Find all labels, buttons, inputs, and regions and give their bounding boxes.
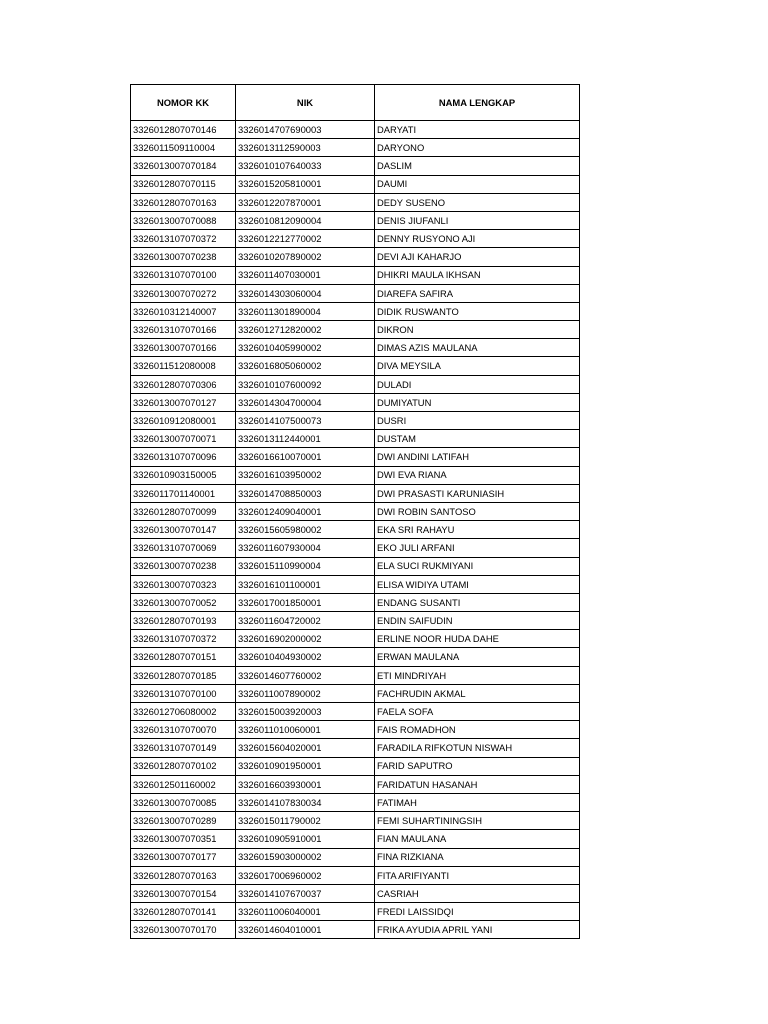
nama-lengkap-cell: FARADILA RIFKOTUN NISWAH [375,739,580,757]
nomor-kk-cell: 3326013007070147 [131,521,236,539]
nomor-kk-cell: 3326012807070193 [131,612,236,630]
nomor-kk-cell: 3326013107070372 [131,630,236,648]
nama-lengkap-cell: DHIKRI MAULA IKHSAN [375,266,580,284]
table-row [131,430,580,448]
nama-lengkap-cell: EKO JULI ARFANI [375,539,580,557]
nik-cell: 3326012712820002 [236,321,375,339]
nomor-kk-cell: 3326012807070306 [131,375,236,393]
nomor-kk-cell: 3326013007070088 [131,211,236,229]
nama-lengkap-cell: DAUMI [375,175,580,193]
nomor-kk-cell: 3326013007070127 [131,393,236,411]
nomor-kk-cell: 3326012501160002 [131,775,236,793]
nik-cell: 3326010107640033 [236,157,375,175]
nomor-kk-cell: 3326013007070289 [131,812,236,830]
nomor-kk-cell: 3326012807070099 [131,502,236,520]
column-header-nomor-kk: NOMOR KK [131,85,236,121]
nik-cell: 3326017006960002 [236,866,375,884]
table-row [131,448,580,466]
nik-cell: 3326015604020001 [236,739,375,757]
table-row [131,157,580,175]
nik-cell: 3326014107500073 [236,412,375,430]
nama-lengkap-cell: DIMAS AZIS MAULANA [375,339,580,357]
table-row [131,757,580,775]
nama-lengkap-cell: DIDIK RUSWANTO [375,302,580,320]
nama-lengkap-cell: DARYONO [375,139,580,157]
nik-cell: 3326014707690003 [236,121,375,139]
table-row [131,830,580,848]
nama-lengkap-cell: DULADI [375,375,580,393]
nama-lengkap-cell: DUSTAM [375,430,580,448]
nik-cell: 3326015903000002 [236,848,375,866]
nik-cell: 3326014107670037 [236,884,375,902]
table-row [131,521,580,539]
nik-cell: 3326017001850001 [236,593,375,611]
nomor-kk-cell: 3326011512080008 [131,357,236,375]
nik-cell: 3326015110990004 [236,557,375,575]
table-row [131,466,580,484]
nomor-kk-cell: 3326013107070372 [131,230,236,248]
nik-cell: 3326010404930002 [236,648,375,666]
table-row [131,248,580,266]
table-body [131,121,580,939]
nik-cell: 3326011301890004 [236,302,375,320]
nomor-kk-cell: 3326013007070238 [131,248,236,266]
table-row [131,266,580,284]
table-row [131,193,580,211]
nik-cell: 3326015205810001 [236,175,375,193]
nik-cell: 3326014107830034 [236,793,375,811]
nomor-kk-cell: 3326013107070070 [131,721,236,739]
table-row [131,484,580,502]
nomor-kk-cell: 3326010312140007 [131,302,236,320]
nama-lengkap-cell: ETI MINDRIYAH [375,666,580,684]
nama-lengkap-cell: FINA RIZKIANA [375,848,580,866]
nomor-kk-cell: 3326013007070351 [131,830,236,848]
nomor-kk-cell: 3326013007070170 [131,921,236,939]
table-row [131,848,580,866]
table-row [131,139,580,157]
nama-lengkap-cell: FEMI SUHARTININGSIH [375,812,580,830]
nomor-kk-cell: 3326012807070102 [131,757,236,775]
nik-cell: 3326015011790002 [236,812,375,830]
nik-cell: 3326012212770002 [236,230,375,248]
nik-cell: 3326011604720002 [236,612,375,630]
table-row [131,666,580,684]
nik-cell: 3326016101100001 [236,575,375,593]
nomor-kk-cell: 3326012807070141 [131,903,236,921]
nama-lengkap-cell: DARYATI [375,121,580,139]
nomor-kk-cell: 3326013107070100 [131,684,236,702]
nama-lengkap-cell: ENDIN SAIFUDIN [375,612,580,630]
table-row [131,211,580,229]
nama-lengkap-cell: FACHRUDIN AKMAL [375,684,580,702]
nik-cell: 3326016902000002 [236,630,375,648]
nik-cell: 3326011006040001 [236,903,375,921]
table-row [131,921,580,939]
nama-lengkap-cell: DWI ROBIN SANTOSO [375,502,580,520]
nama-lengkap-cell: FITA ARIFIYANTI [375,866,580,884]
nik-cell: 3326016103950002 [236,466,375,484]
nama-lengkap-cell: ERWAN MAULANA [375,648,580,666]
nik-cell: 3326011007890002 [236,684,375,702]
nik-cell: 3326011607930004 [236,539,375,557]
nomor-kk-cell: 3326013007070238 [131,557,236,575]
nama-lengkap-cell: DENNY RUSYONO AJI [375,230,580,248]
column-header-nama-lengkap: NAMA LENGKAP [375,85,580,121]
nama-lengkap-cell: DIAREFA SAFIRA [375,284,580,302]
nama-lengkap-cell: FARIDATUN HASANAH [375,775,580,793]
nik-cell: 3326010905910001 [236,830,375,848]
table-row [131,630,580,648]
table-row [131,539,580,557]
table-row [131,357,580,375]
table-row [131,775,580,793]
nama-lengkap-cell: DASLIM [375,157,580,175]
table-row [131,230,580,248]
nik-cell: 3326014604010001 [236,921,375,939]
table-row [131,884,580,902]
nomor-kk-cell: 3326013107070166 [131,321,236,339]
table-row [131,339,580,357]
nama-lengkap-cell: FATIMAH [375,793,580,811]
nama-lengkap-cell: DIKRON [375,321,580,339]
nama-lengkap-cell: FARID SAPUTRO [375,757,580,775]
data-sheet [130,84,580,939]
nomor-kk-cell: 3326012807070115 [131,175,236,193]
nama-lengkap-cell: DUMIYATUN [375,393,580,411]
nomor-kk-cell: 3326013007070166 [131,339,236,357]
table-row [131,175,580,193]
nik-cell: 3326013112440001 [236,430,375,448]
nik-cell: 3326015605980002 [236,521,375,539]
table-header-row [131,85,580,121]
nik-cell: 3326014304700004 [236,393,375,411]
nik-cell: 3326016610070001 [236,448,375,466]
nik-cell: 3326010107600092 [236,375,375,393]
table-row [131,393,580,411]
nomor-kk-cell: 3326013007070052 [131,593,236,611]
table-row [131,793,580,811]
nomor-kk-cell: 3326013007070085 [131,793,236,811]
table-row [131,739,580,757]
nama-lengkap-cell: DUSRI [375,412,580,430]
nomor-kk-cell: 3326012807070163 [131,193,236,211]
nama-lengkap-cell: FAIS ROMADHON [375,721,580,739]
nik-cell: 3326014303060004 [236,284,375,302]
nik-cell: 3326010207890002 [236,248,375,266]
table-row [131,302,580,320]
nama-lengkap-cell: DEVI AJI KAHARJO [375,248,580,266]
table-row [131,612,580,630]
resident-table [130,84,580,939]
nik-cell: 3326010405990002 [236,339,375,357]
nama-lengkap-cell: FIAN MAULANA [375,830,580,848]
nama-lengkap-cell: FREDI LAISSIDQI [375,903,580,921]
nik-cell: 3326016805060002 [236,357,375,375]
nomor-kk-cell: 3326012807070185 [131,666,236,684]
nik-cell: 3326014607760002 [236,666,375,684]
nik-cell: 3326011407030001 [236,266,375,284]
nomor-kk-cell: 3326012807070163 [131,866,236,884]
nama-lengkap-cell: ELISA WIDIYA UTAMI [375,575,580,593]
column-header-nik: NIK [236,85,375,121]
nomor-kk-cell: 3326011509110004 [131,139,236,157]
nik-cell: 3326010812090004 [236,211,375,229]
table-row [131,866,580,884]
nomor-kk-cell: 3326013107070100 [131,266,236,284]
nomor-kk-cell: 3326013107070149 [131,739,236,757]
nomor-kk-cell: 3326011701140001 [131,484,236,502]
nama-lengkap-cell: DEDY SUSENO [375,193,580,211]
nik-cell: 3326016603930001 [236,775,375,793]
table-row [131,648,580,666]
nama-lengkap-cell: DWI ANDINI LATIFAH [375,448,580,466]
table-row [131,375,580,393]
nama-lengkap-cell: EKA SRI RAHAYU [375,521,580,539]
nomor-kk-cell: 3326012706080002 [131,703,236,721]
nama-lengkap-cell: ELA SUCI RUKMIYANI [375,557,580,575]
nomor-kk-cell: 3326013007070071 [131,430,236,448]
table-row [131,703,580,721]
table-row [131,812,580,830]
nama-lengkap-cell: DWI PRASASTI KARUNIASIH [375,484,580,502]
table-row [131,575,580,593]
nik-cell: 3326014708850003 [236,484,375,502]
table-row [131,502,580,520]
nomor-kk-cell: 3326013007070323 [131,575,236,593]
nik-cell: 3326010901950001 [236,757,375,775]
nomor-kk-cell: 3326013007070177 [131,848,236,866]
table-row [131,321,580,339]
nik-cell: 3326015003920003 [236,703,375,721]
nomor-kk-cell: 3326013007070154 [131,884,236,902]
table-row [131,593,580,611]
nomor-kk-cell: 3326012807070151 [131,648,236,666]
nama-lengkap-cell: DWI EVA RIANA [375,466,580,484]
nama-lengkap-cell: FRIKA AYUDIA APRIL YANI [375,921,580,939]
nomor-kk-cell: 3326012807070146 [131,121,236,139]
nik-cell: 3326011010060001 [236,721,375,739]
nama-lengkap-cell: DIVA MEYSILA [375,357,580,375]
table-row [131,903,580,921]
table-row [131,284,580,302]
nama-lengkap-cell: FAELA SOFA [375,703,580,721]
nama-lengkap-cell: DENIS JIUFANLI [375,211,580,229]
table-row [131,557,580,575]
nomor-kk-cell: 3326013107070069 [131,539,236,557]
table-row [131,684,580,702]
table-row [131,412,580,430]
nomor-kk-cell: 3326010912080001 [131,412,236,430]
nik-cell: 3326013112590003 [236,139,375,157]
table-row [131,121,580,139]
nomor-kk-cell: 3326013107070096 [131,448,236,466]
nik-cell: 3326012207870001 [236,193,375,211]
nik-cell: 3326012409040001 [236,502,375,520]
nomor-kk-cell: 3326013007070184 [131,157,236,175]
table-row [131,721,580,739]
nomor-kk-cell: 3326013007070272 [131,284,236,302]
nama-lengkap-cell: ENDANG SUSANTI [375,593,580,611]
nama-lengkap-cell: CASRIAH [375,884,580,902]
nomor-kk-cell: 3326010903150005 [131,466,236,484]
nama-lengkap-cell: ERLINE NOOR HUDA DAHE [375,630,580,648]
